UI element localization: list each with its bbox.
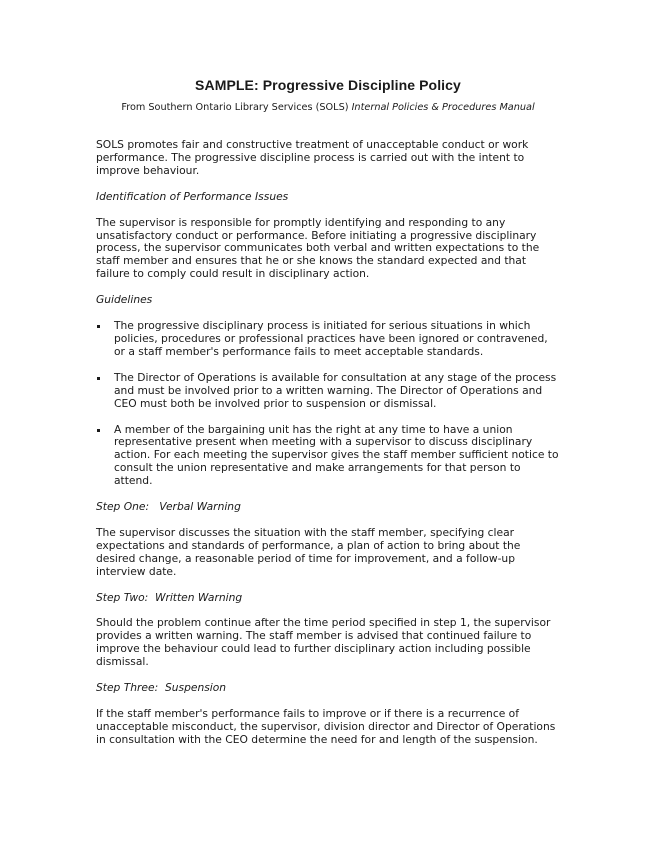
square-bullet-icon <box>97 429 100 432</box>
guideline-text: The Director of Operations is available for consultation at any stage of the process and must be involved prior to a written warning. The Director of Operations and CEO must both be involved prior to suspension or dismissal. <box>114 370 557 410</box>
document-page <box>96 77 560 760</box>
guideline-text: A member of the bargaining unit has the right at any time to have a union representative present when meeting with a supervisor to discuss disciplinary action. For each meeting the supervisor gives the staff member sufficient notice to consult the union representative and make arrangements for that person to attend. <box>114 422 559 488</box>
step-three-paragraph: If the staff member's performance fails to improve or if there is a recurrence of unacceptable misconduct, the supervisor, division director and Director of Operations in consultation with the CEO determine the need for and length of the suspension. <box>96 707 556 746</box>
list-item <box>96 424 560 489</box>
manual-title: Internal Policies & Procedures Manual <box>351 102 535 113</box>
source-prefix: From Southern Ontario Library Services (SOLS) <box>121 102 352 113</box>
intro-paragraph: SOLS promotes fair and constructive treatment of unacceptable conduct or work performance. The progressive discipline process is carried out with the intent to improve behaviour. <box>96 138 529 177</box>
source-attribution <box>96 101 560 114</box>
step-two-paragraph: Should the problem continue after the time period specified in step 1, the supervisor provides a written warning. The staff member is advised that continued failure to improve the behaviour could lead to further disciplinary action including possible dismissal. <box>96 616 551 669</box>
section-heading-step-three: Step Three: Suspension <box>96 681 227 695</box>
list-item <box>96 320 560 359</box>
section-heading-guidelines: Guidelines <box>96 293 153 307</box>
identification-paragraph: The supervisor is responsible for promptly identifying and responding to any unsatisfactory conduct or performance. Before initiating a progressive disciplinary process, the supervisor communicates both verbal and written expectations to the staff member and ensures that he or she knows the standard expected and that failure to comply could result in disciplinary action. <box>96 215 540 281</box>
square-bullet-icon <box>97 325 100 328</box>
guidelines-list <box>96 320 560 488</box>
section-heading-step-two: Step Two: Written Warning <box>96 590 243 604</box>
section-heading-identification: Identification of Performance Issues <box>96 189 289 203</box>
page-title: SAMPLE: Progressive Discipline Policy <box>195 77 461 93</box>
step-one-paragraph: The supervisor discusses the situation with the staff member, specifying clear expectations and standards of performance, a plan of action to bring about the desired change, a reasonable period of time for improvement, and a follow-up interview date. <box>96 525 521 578</box>
guideline-text: The progressive disciplinary process is initiated for serious situations in which policies, procedures or professional practices have been ignored or contravened, or a staff member's performance fails to meet acceptable standards. <box>114 319 548 358</box>
list-item <box>96 372 560 411</box>
section-heading-step-one: Step One: Verbal Warning <box>96 500 241 514</box>
square-bullet-icon <box>97 377 100 380</box>
